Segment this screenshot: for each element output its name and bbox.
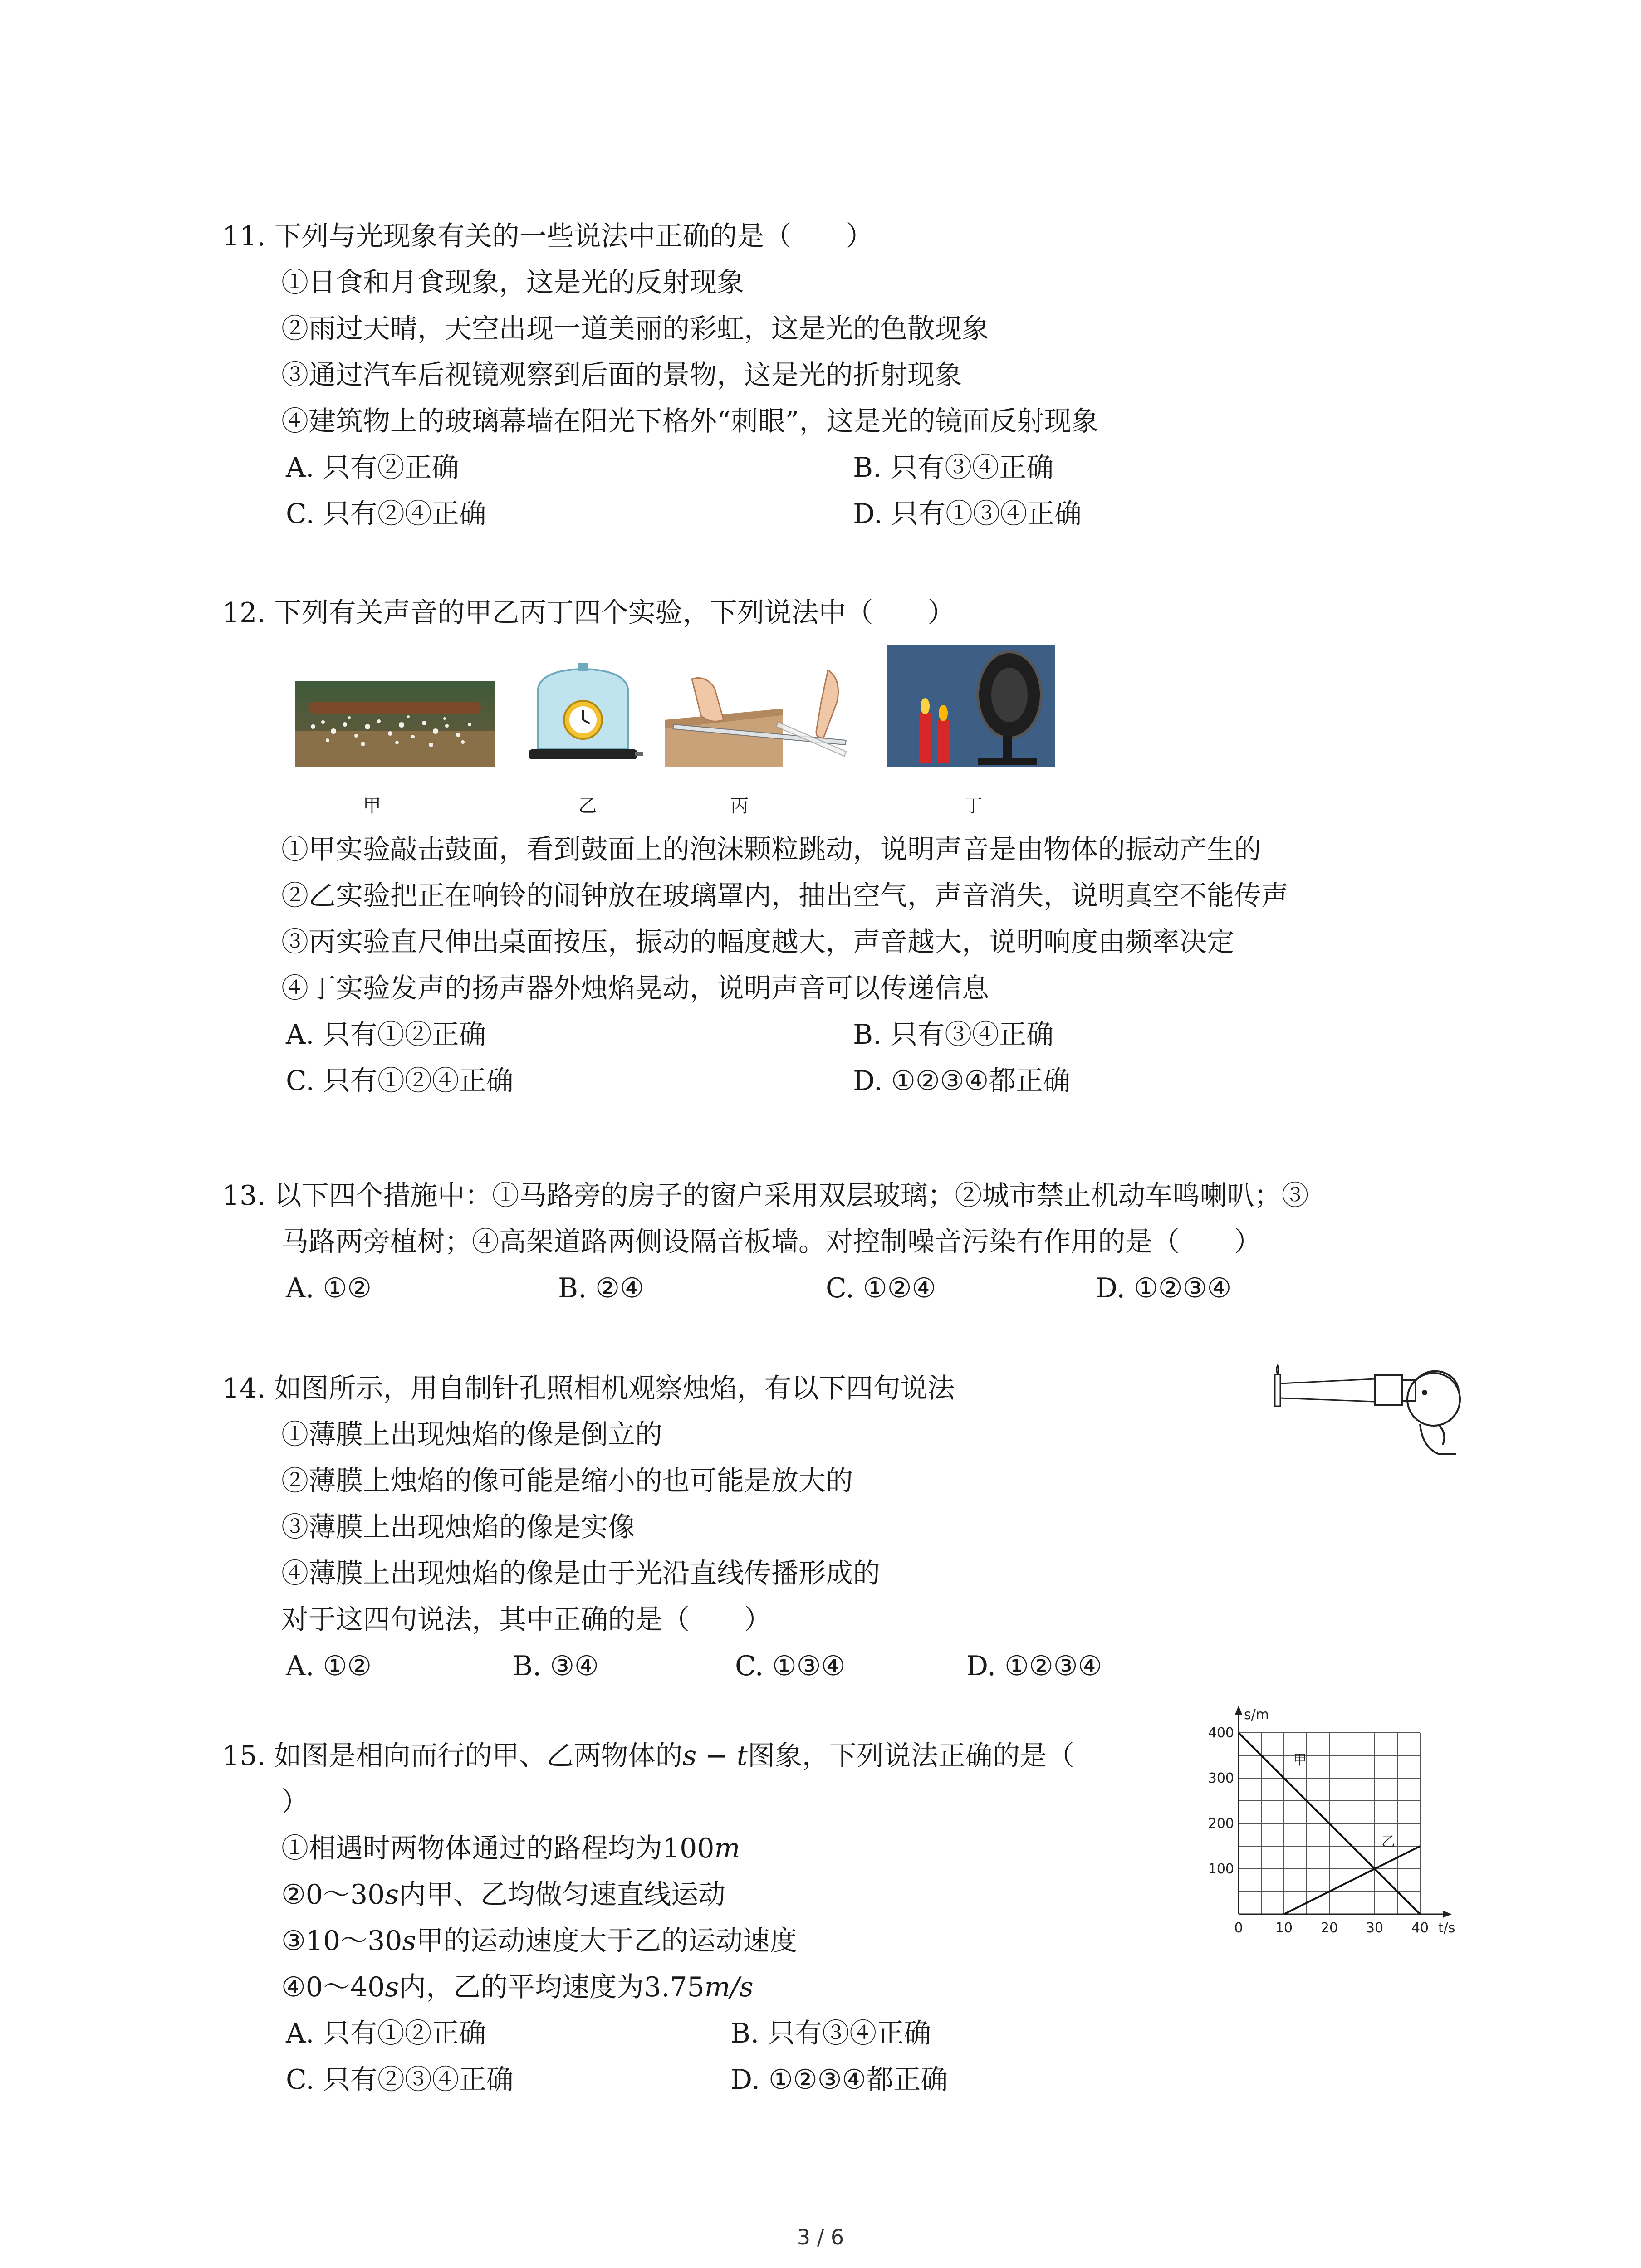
- q15-item-3-text-b: 甲的运动速度大于乙的运动速度: [416, 1925, 798, 1957]
- page-number: 3 / 6: [797, 2225, 844, 2249]
- q14-item-2: ②薄膜上烛焰的像可能是缩小的也可能是放大的: [281, 1465, 853, 1497]
- q15-stem-cont: ）: [281, 1786, 309, 1818]
- q12-item-2: ②乙实验把正在响铃的闹钟放在玻璃罩内，抽出空气，声音消失，说明真空不能传声: [281, 880, 1288, 912]
- q11-options-row-1: [222, 445, 1474, 491]
- q15-stem-dash: −: [696, 1740, 737, 1772]
- q12-option-b[interactable]: B. 只有③④正确: [853, 1019, 1054, 1051]
- q14-item-4: ④薄膜上出现烛焰的像是由于光沿直线传播形成的: [281, 1558, 880, 1589]
- q15-item-4-text-b: 内，乙的平均速度为3.75: [399, 1971, 705, 2003]
- y-axis-arrow: [1235, 1706, 1242, 1715]
- q15-item-3-unit: s: [402, 1925, 416, 1957]
- q12-options-row-2: [222, 1058, 1474, 1104]
- q14-option-b[interactable]: B. ③④: [513, 1650, 599, 1682]
- q15-stem-s: s: [682, 1740, 697, 1772]
- x-tick-label: 10: [1275, 1920, 1293, 1936]
- y-axis-label: s/m: [1244, 1707, 1269, 1723]
- q15-stem-text-a: 15. 如图是相向而行的甲、乙两物体的: [222, 1740, 683, 1772]
- q15-item-4-text-a: ④0～40: [281, 1971, 385, 2003]
- q11-stem: 11. 下列与光现象有关的一些说法中正确的是（ ）: [222, 220, 873, 252]
- q15-item-4: [222, 1964, 1474, 2010]
- question-11: [222, 213, 1474, 537]
- q15-item-1-text: ①相遇时两物体通过的路程均为100: [281, 1833, 715, 1864]
- q11-item-1: ①日食和月食现象，这是光的反射现象: [281, 267, 744, 298]
- pinhole-camera-figure: [1266, 1356, 1465, 1465]
- q15-item-4-unit: s: [385, 1971, 399, 2003]
- q14-options-row: [222, 1643, 1474, 1689]
- caption-ding: 丁: [964, 796, 982, 816]
- q15-options-row-1: [222, 2010, 1474, 2057]
- y-tick-label: 100: [1208, 1861, 1234, 1877]
- q12-option-d[interactable]: D. ①②③④都正确: [853, 1065, 1071, 1097]
- x-tick-label: 0: [1234, 1920, 1243, 1936]
- q12-option-a[interactable]: A. 只有①②正确: [286, 1019, 486, 1051]
- q12-captions: [222, 786, 1474, 826]
- q15-item-2-unit: s: [385, 1879, 399, 1911]
- q12-item-4: ④丁实验发声的扬声器外烛焰晃动，说明声音可以传递信息: [281, 973, 989, 1004]
- q11-option-b[interactable]: B. 只有③④正确: [853, 452, 1054, 484]
- q12-figures: [222, 636, 1474, 786]
- q12-item-3: ③丙实验直尺伸出桌面按压，振动的幅度越大，声音越大，说明响度由频率决定: [281, 926, 1234, 958]
- x-axis-label: t/s: [1438, 1920, 1455, 1936]
- q14-item-1: ①薄膜上出现烛焰的像是倒立的: [281, 1419, 662, 1451]
- y-tick-label: 400: [1208, 1725, 1234, 1741]
- st-graph-svg: [1198, 1707, 1461, 1960]
- q15-item-3-text-a: ③10～30: [281, 1925, 402, 1957]
- q13-option-c[interactable]: C. ①②④: [826, 1272, 936, 1304]
- q11-item-2: ②雨过天晴，天空出现一道美丽的彩虹，这是光的色散现象: [281, 313, 989, 345]
- q14-option-a[interactable]: A. ①②: [286, 1650, 372, 1682]
- x-tick-label: 30: [1366, 1920, 1384, 1936]
- caption-bing: 丙: [730, 796, 749, 816]
- q11-item-4: ④建筑物上的玻璃幕墙在阳光下格外“刺眼”，这是光的镜面反射现象: [281, 406, 1099, 437]
- caption-yi: 乙: [578, 796, 597, 816]
- x-tick-label: 20: [1320, 1920, 1338, 1936]
- q13-line-2: 马路两旁植树；④高架道路两侧设隔音板墙。对控制噪音污染有作用的是（ ）: [281, 1226, 1261, 1258]
- q13-option-a[interactable]: A. ①②: [286, 1272, 372, 1304]
- y-tick-label: 300: [1208, 1770, 1234, 1786]
- q15-item-1-unit: m: [714, 1833, 740, 1864]
- series-label-1: 乙: [1381, 1834, 1395, 1850]
- q12-item-1: ①甲实验敲击鼓面，看到鼓面上的泡沫颗粒跳动，说明声音是由物体的振动产生的: [281, 834, 1261, 865]
- q14-ask: 对于这四句说法，其中正确的是（ ）: [281, 1604, 771, 1636]
- q14-item-3: ③薄膜上出现烛焰的像是实像: [281, 1511, 635, 1543]
- q15-stem-t: t: [736, 1740, 748, 1772]
- q15-item-4-unit-2: m/s: [704, 1971, 754, 2003]
- question-13: [222, 1173, 1474, 1311]
- q11-item-3: ③通过汽车后视镜观察到后面的景物，这是光的折射现象: [281, 359, 962, 391]
- x-axis-arrow: [1443, 1911, 1452, 1918]
- q15-stem-text-b: 图象，下列说法正确的是（: [747, 1740, 1074, 1772]
- caption-jia: 甲: [363, 796, 381, 816]
- q14-stem: 14. 如图所示，用自制针孔照相机观察烛焰，有以下四句说法: [222, 1373, 955, 1404]
- x-tick-label: 40: [1411, 1920, 1429, 1936]
- q11-options-row-2: [222, 491, 1474, 537]
- q11-option-a[interactable]: A. 只有②正确: [286, 452, 459, 484]
- q13-option-b[interactable]: B. ②④: [558, 1272, 644, 1304]
- q13-option-d[interactable]: D. ①②③④: [1096, 1272, 1232, 1304]
- chart-ticks: [1208, 1725, 1429, 1936]
- speaker-candle-photo: [887, 645, 1055, 767]
- q15-item-2-text-b: 内甲、乙均做匀速直线运动: [399, 1879, 726, 1911]
- q12-option-c[interactable]: C. 只有①②④正确: [286, 1065, 514, 1097]
- q15-option-d[interactable]: D. ①②③④都正确: [730, 2064, 948, 2096]
- q15-option-a[interactable]: A. 只有①②正确: [286, 2018, 486, 2049]
- q14-option-c[interactable]: C. ①③④: [735, 1650, 846, 1682]
- q11-option-c[interactable]: C. 只有②④正确: [286, 498, 486, 530]
- bell-jar-clock-photo: [522, 661, 644, 767]
- series-label-0: 甲: [1293, 1752, 1307, 1768]
- st-graph: [1198, 1707, 1461, 1960]
- y-tick-label: 200: [1208, 1816, 1234, 1832]
- q12-stem: 12. 下列有关声音的甲乙丙丁四个实验，下列说法中（ ）: [222, 597, 955, 629]
- question-12: [222, 590, 1474, 1104]
- q13-options-row: [222, 1265, 1474, 1311]
- q14-option-d[interactable]: D. ①②③④: [966, 1650, 1102, 1682]
- ruler-table-photo: [665, 661, 855, 767]
- q13-line-1: 13. 以下四个措施中：①马路旁的房子的窗户采用双层玻璃；②城市禁止机动车鸣喇叭；③: [222, 1180, 1309, 1212]
- q15-item-2-text-a: ②0～30: [281, 1879, 385, 1911]
- q11-option-d[interactable]: D. 只有①③④正确: [853, 498, 1082, 530]
- chart-axes: [1235, 1706, 1452, 1918]
- q15-option-b[interactable]: B. 只有③④正确: [730, 2018, 931, 2049]
- drum-foam-photo: [295, 681, 495, 767]
- q15-options-row-2: [222, 2057, 1474, 2103]
- q12-options-row-1: [222, 1012, 1474, 1058]
- q15-option-c[interactable]: C. 只有②③④正确: [286, 2064, 514, 2096]
